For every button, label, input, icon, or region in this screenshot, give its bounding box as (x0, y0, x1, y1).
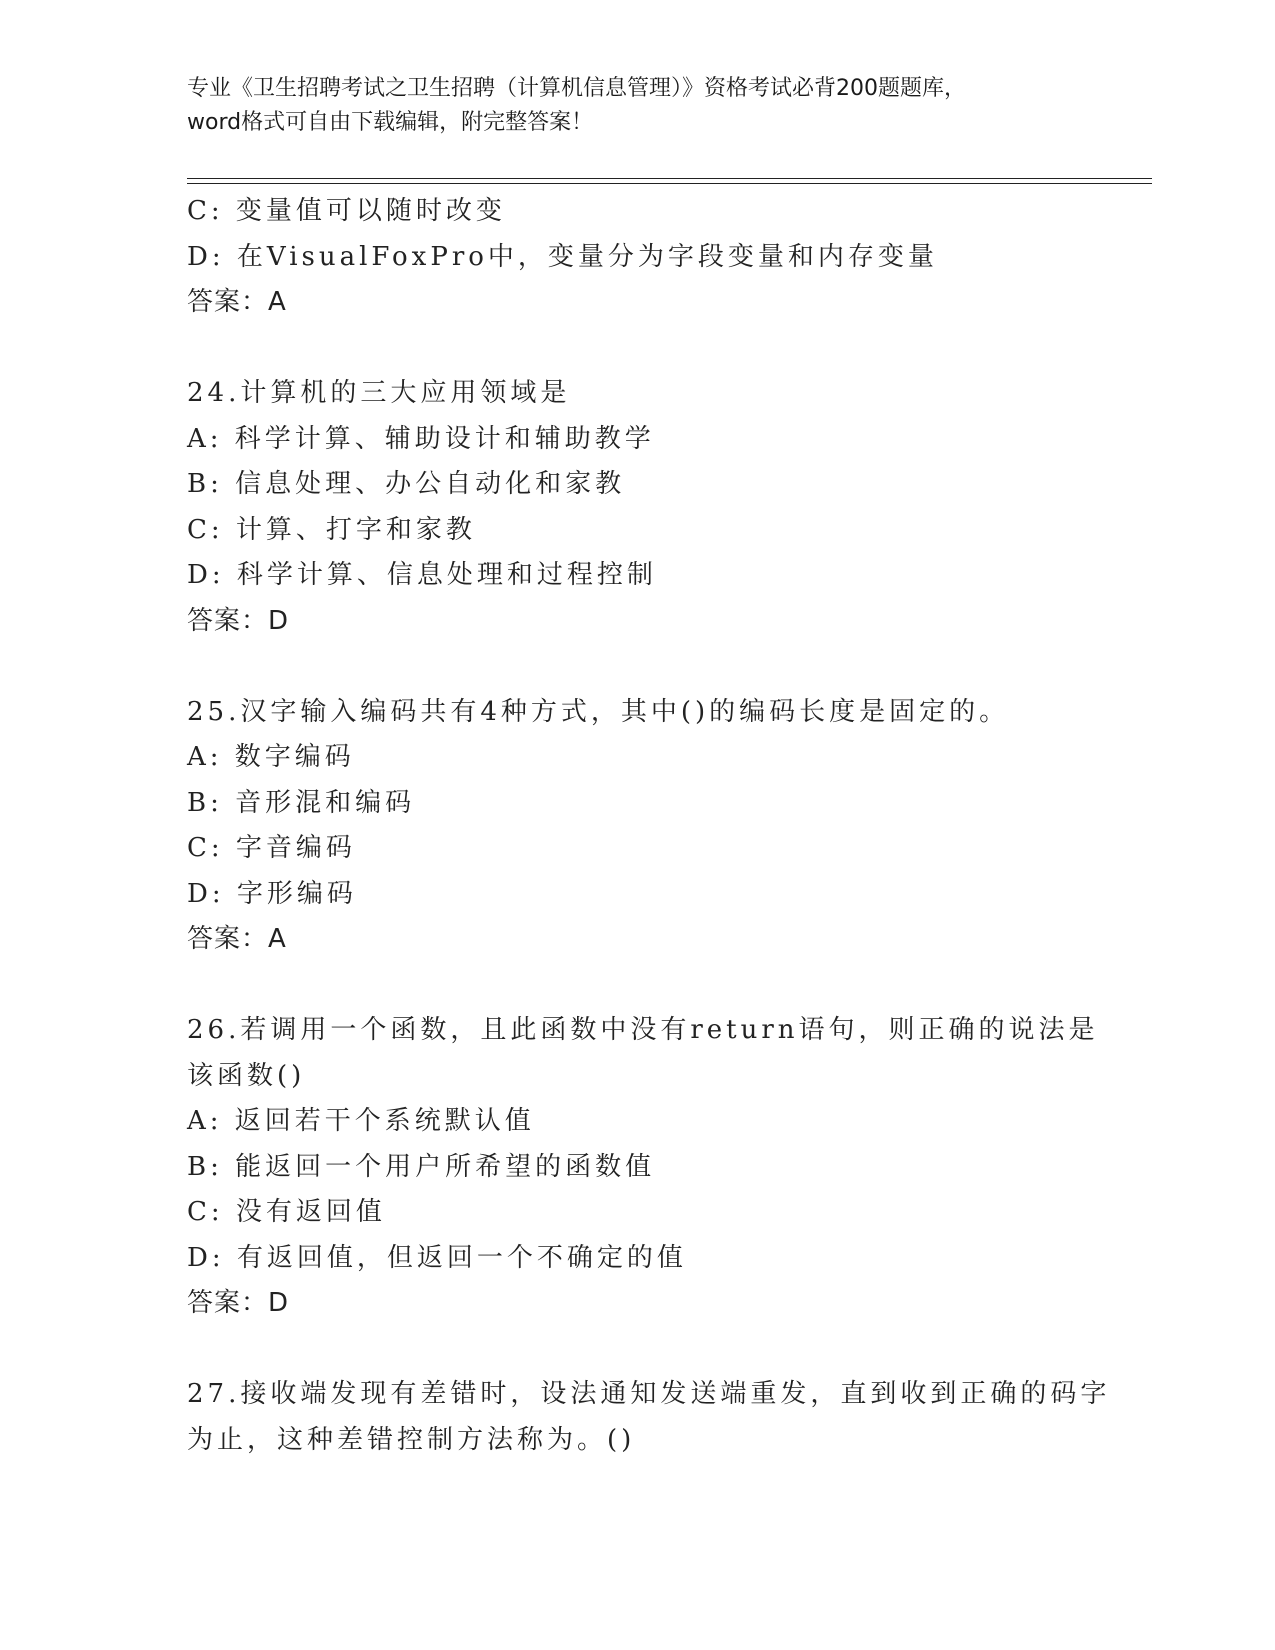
q25-option-c: C: 字音编码 (187, 833, 356, 863)
q25-option-d: D: 字形编码 (187, 878, 357, 909)
header-title-line-2: word格式可自由下载编辑，附完整答案！ (187, 110, 594, 135)
spacer (187, 326, 1087, 372)
q26-answer: 答案：D (187, 1288, 290, 1318)
q25-option-b: B: 音形混和编码 (187, 787, 416, 818)
q25-option-a: A: 数字编码 (187, 742, 355, 772)
q24-option-d: D: 科学计算、信息处理和过程控制 (187, 560, 657, 590)
document-header (187, 72, 1087, 140)
q25-question: 25.汉字输入编码共有4种方式，其中()的编码长度是固定的。 (187, 696, 1010, 727)
header-title-line-1: 专业《卫生招聘考试之卫生招聘（计算机信息管理）》资格考试必背200题题库， (187, 76, 966, 101)
q23-answer: 答案：A (187, 287, 287, 317)
q26-question-line-1: 26.若调用一个函数，且此函数中没有return语句，则正确的说法是 (187, 1015, 1099, 1045)
header-divider-top (187, 178, 1152, 179)
q27-question-line-1: 27.接收端发现有差错时，设法通知发送端重发，直到收到正确的码字 (187, 1379, 1111, 1409)
q26-option-d: D: 有返回值，但返回一个不确定的值 (187, 1242, 687, 1273)
q26-question-line-2: 该函数() (187, 1060, 306, 1091)
q27-question-line-2: 为止，这种差错控制方法称为。() (187, 1424, 636, 1455)
q26-option-a: A: 返回若干个系统默认值 (187, 1106, 535, 1136)
q26-option-b: B: 能返回一个用户所希望的函数值 (187, 1151, 656, 1182)
q24-option-a: A: 科学计算、辅助设计和辅助教学 (187, 423, 655, 454)
q24-option-b: B: 信息处理、办公自动化和家教 (187, 469, 626, 499)
question-list (187, 189, 1111, 1463)
spacer (187, 644, 1087, 690)
q24-option-c: C: 计算、打字和家教 (187, 514, 476, 545)
q25-answer: 答案：A (187, 924, 287, 954)
q24-answer: 答案：D (187, 605, 290, 636)
q23-option-d: D: 在VisualFoxPro中，变量分为字段变量和内存变量 (187, 241, 938, 272)
header-divider-bottom (187, 183, 1152, 184)
q26-option-c: C: 没有返回值 (187, 1197, 386, 1227)
q24-question: 24.计算机的三大应用领域是 (187, 378, 571, 408)
spacer (187, 963, 1087, 1009)
q23-option-c: C: 变量值可以随时改变 (187, 196, 506, 226)
spacer (187, 1327, 1087, 1373)
